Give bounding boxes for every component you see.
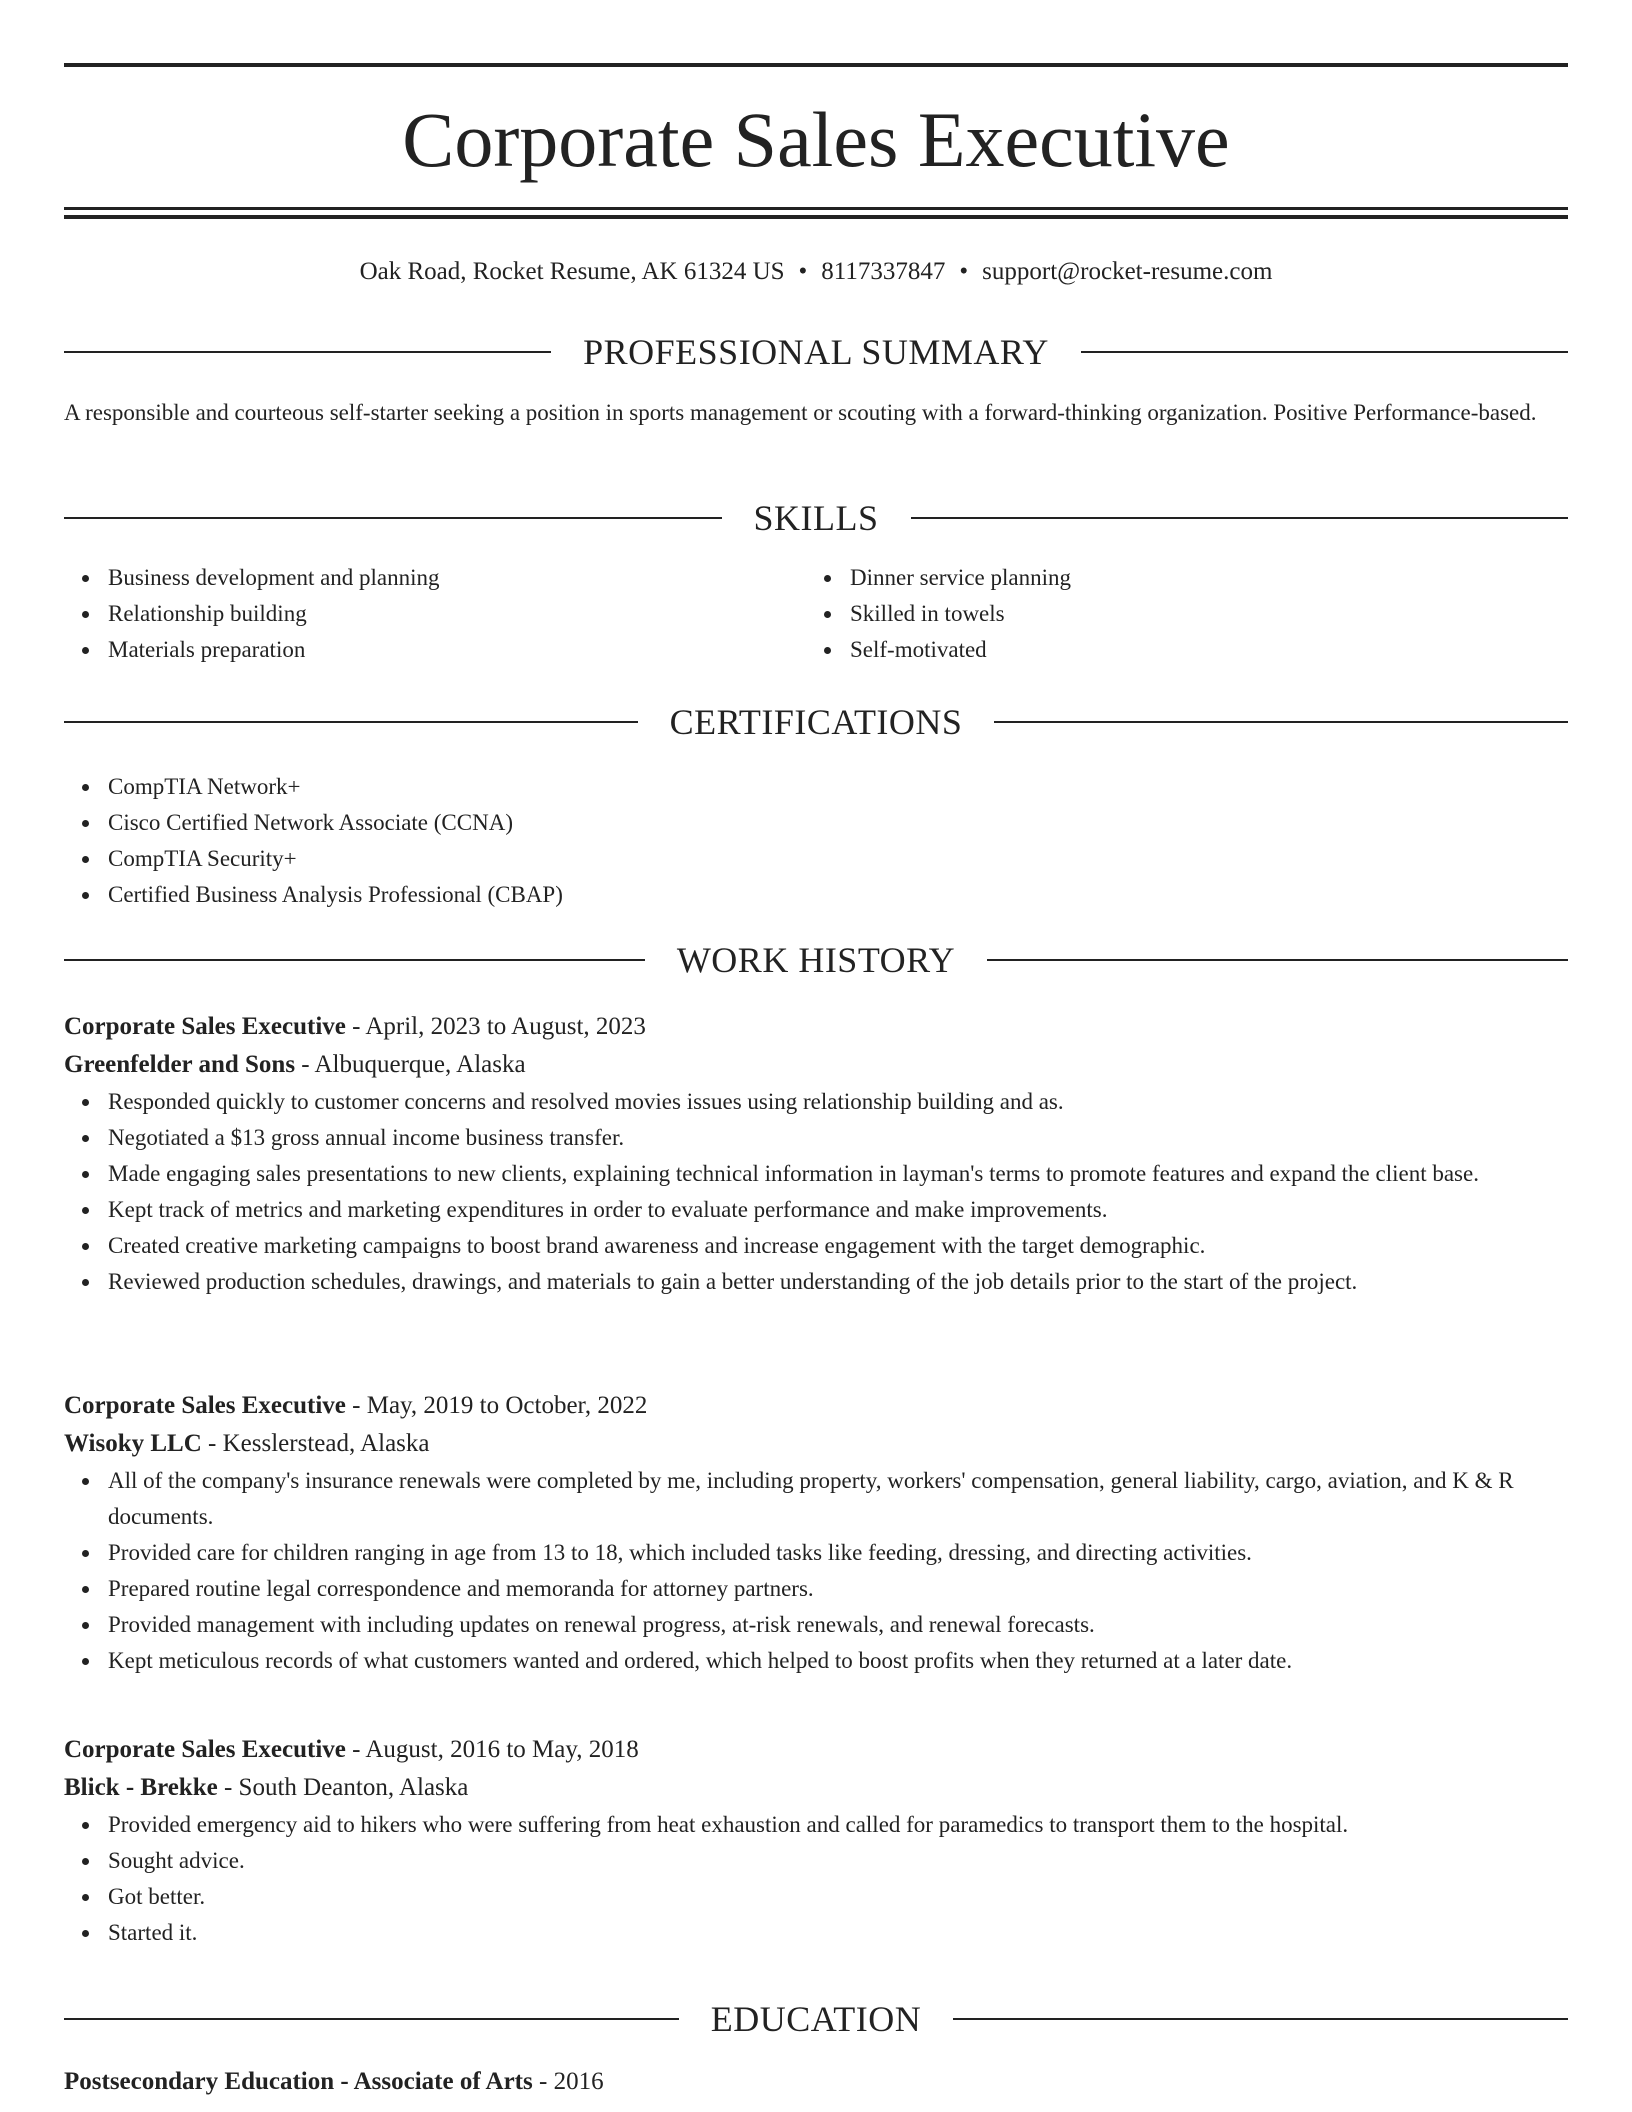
job-dates-separator: - (345, 1013, 366, 1040)
job-title: Corporate Sales Executive (64, 1736, 346, 1763)
job-location-separator: - (201, 1430, 223, 1457)
job-bullet: Made engaging sales presentations to new clients, explaining technical information in layman's terms to promote features and expand the client base. (108, 1156, 1568, 1192)
section-title-skills: SKILLS (753, 498, 879, 538)
job-entry (64, 1731, 1568, 1951)
job-company-line (64, 1046, 1568, 1084)
section-header-summary (64, 330, 1568, 374)
job-company-line (64, 1425, 1568, 1463)
title-double-rule (64, 207, 1568, 219)
section-header-education (64, 1997, 1568, 2041)
section-title-work-history: WORK HISTORY (676, 940, 956, 980)
job-bullet: Reviewed production schedules, drawings, and materials to gain a better understanding of the job details prior to the start of the project. (108, 1264, 1568, 1300)
divider-line (994, 721, 1568, 723)
divider-line (987, 959, 1568, 961)
education-line (64, 2063, 1568, 2101)
job-bullet: All of the company's insurance renewals were completed by me, including property, workers' compensation, general liability, cargo, aviation, and K & R documents. (108, 1463, 1568, 1535)
certification-item: Certified Business Analysis Professional (CBAP) (108, 877, 1568, 913)
job-bullet: Sought advice. (108, 1843, 1568, 1879)
section-title-certifications: CERTIFICATIONS (669, 702, 963, 742)
certification-item: CompTIA Network+ (108, 769, 1568, 805)
certifications-block (64, 769, 1568, 913)
job-bullet: Provided care for children ranging in age from 13 to 18, which included tasks like feeding, dressing, and directing activities. (108, 1535, 1568, 1571)
top-rule (64, 63, 1568, 67)
divider-line (953, 2018, 1568, 2020)
job-bullet: Negotiated a $13 gross annual income business transfer. (108, 1120, 1568, 1156)
job-bullet: Kept meticulous records of what customers wanted and ordered, which helped to boost profits when they returned at a later date. (108, 1643, 1568, 1679)
job-bullet: Got better. (108, 1879, 1568, 1915)
certifications-list (64, 769, 1568, 913)
job-bullet-list (64, 1807, 1568, 1951)
job-bullet: Responded quickly to customer concerns and resolved movies issues using relationship building and as. (108, 1084, 1568, 1120)
job-bullet: Provided management with including updates on renewal progress, at-risk renewals, and renewal forecasts. (108, 1607, 1568, 1643)
certification-item: Cisco Certified Network Associate (CCNA) (108, 805, 1568, 841)
divider-line (64, 721, 638, 723)
job-bullet: Prepared routine legal correspondence and memoranda for attorney partners. (108, 1571, 1568, 1607)
skills-column-left (64, 560, 806, 668)
job-entry (64, 1387, 1568, 1679)
job-title: Corporate Sales Executive (64, 1013, 346, 1040)
job-title: Corporate Sales Executive (64, 1392, 346, 1419)
divider-line (64, 517, 722, 519)
job-location-separator: - (295, 1051, 315, 1078)
job-bullet: Created creative marketing campaigns to boost brand awareness and increase engagement with the target demographic. (108, 1228, 1568, 1264)
skill-item: Dinner service planning (850, 560, 1548, 596)
job-location: Albuquerque, Alaska (314, 1051, 526, 1078)
education-entry (64, 2063, 1568, 2101)
contact-separator: • (959, 258, 969, 285)
job-bullet-list (64, 1084, 1568, 1300)
skill-item: Materials preparation (108, 632, 806, 668)
job-company-line (64, 1769, 1568, 1807)
divider-line (64, 351, 551, 353)
job-company: Greenfelder and Sons (64, 1051, 296, 1078)
divider-line (64, 2018, 679, 2020)
contact-address: Oak Road, Rocket Resume, AK 61324 US (359, 258, 785, 285)
title-block (64, 90, 1568, 190)
job-company: Wisoky LLC (64, 1430, 202, 1457)
job-bullet: Started it. (108, 1915, 1568, 1951)
section-title-summary: PROFESSIONAL SUMMARY (583, 332, 1049, 372)
section-header-certifications (64, 700, 1568, 744)
resume-title: Corporate Sales Executive (402, 96, 1230, 183)
section-header-work-history (64, 938, 1568, 982)
job-location: Kesslerstead, Alaska (222, 1430, 430, 1457)
job-title-line (64, 1387, 1568, 1425)
skills-list (64, 560, 1568, 668)
divider-line (64, 959, 645, 961)
education-institution: Postsecondary Education (64, 2068, 335, 2095)
skills-column-right (806, 560, 1548, 668)
skill-item: Relationship building (108, 596, 806, 632)
job-dates: April, 2023 to August, 2023 (365, 1013, 646, 1040)
job-dates: May, 2019 to October, 2022 (366, 1392, 648, 1419)
divider-line (1081, 351, 1568, 353)
section-title-education: EDUCATION (710, 1999, 922, 2039)
job-dates-separator: - (345, 1392, 367, 1419)
skill-item: Self-motivated (850, 632, 1548, 668)
job-entry (64, 1008, 1568, 1300)
education-degree: Associate of Arts (353, 2068, 533, 2095)
contact-separator: • (798, 258, 808, 285)
contact-email[interactable]: support@rocket-resume.com (982, 258, 1273, 285)
job-dates-separator: - (345, 1736, 366, 1763)
section-header-skills (64, 496, 1568, 540)
job-bullet: Provided emergency aid to hikers who were suffering from heat exhaustion and called for paramedics to transport them to the hospital. (108, 1807, 1568, 1843)
job-company: Blick - Brekke (64, 1774, 218, 1801)
job-location-separator: - (217, 1774, 239, 1801)
skills-right-list (806, 560, 1548, 668)
job-title-line (64, 1731, 1568, 1769)
contact-phone[interactable]: 8117337847 (821, 258, 946, 285)
job-bullet-list (64, 1463, 1568, 1679)
skills-left-list (64, 560, 806, 668)
divider-line (911, 517, 1569, 519)
contact-line (64, 255, 1568, 289)
summary-text: A responsible and courteous self-starter seeking a position in sports management or scouting with a forward-thinking organization. Positive Performance-based. (64, 400, 1537, 425)
job-bullet: Kept track of metrics and marketing expenditures in order to evaluate performance and make improvements. (108, 1192, 1568, 1228)
job-dates: August, 2016 to May, 2018 (365, 1736, 639, 1763)
education-year: 2016 (553, 2068, 604, 2095)
education-separator: - (334, 2068, 354, 2095)
skill-item: Skilled in towels (850, 596, 1548, 632)
job-title-line (64, 1008, 1568, 1046)
job-location: South Deanton, Alaska (238, 1774, 469, 1801)
skill-item: Business development and planning (108, 560, 806, 596)
certification-item: CompTIA Security+ (108, 841, 1568, 877)
education-year-separator: - (532, 2068, 554, 2095)
